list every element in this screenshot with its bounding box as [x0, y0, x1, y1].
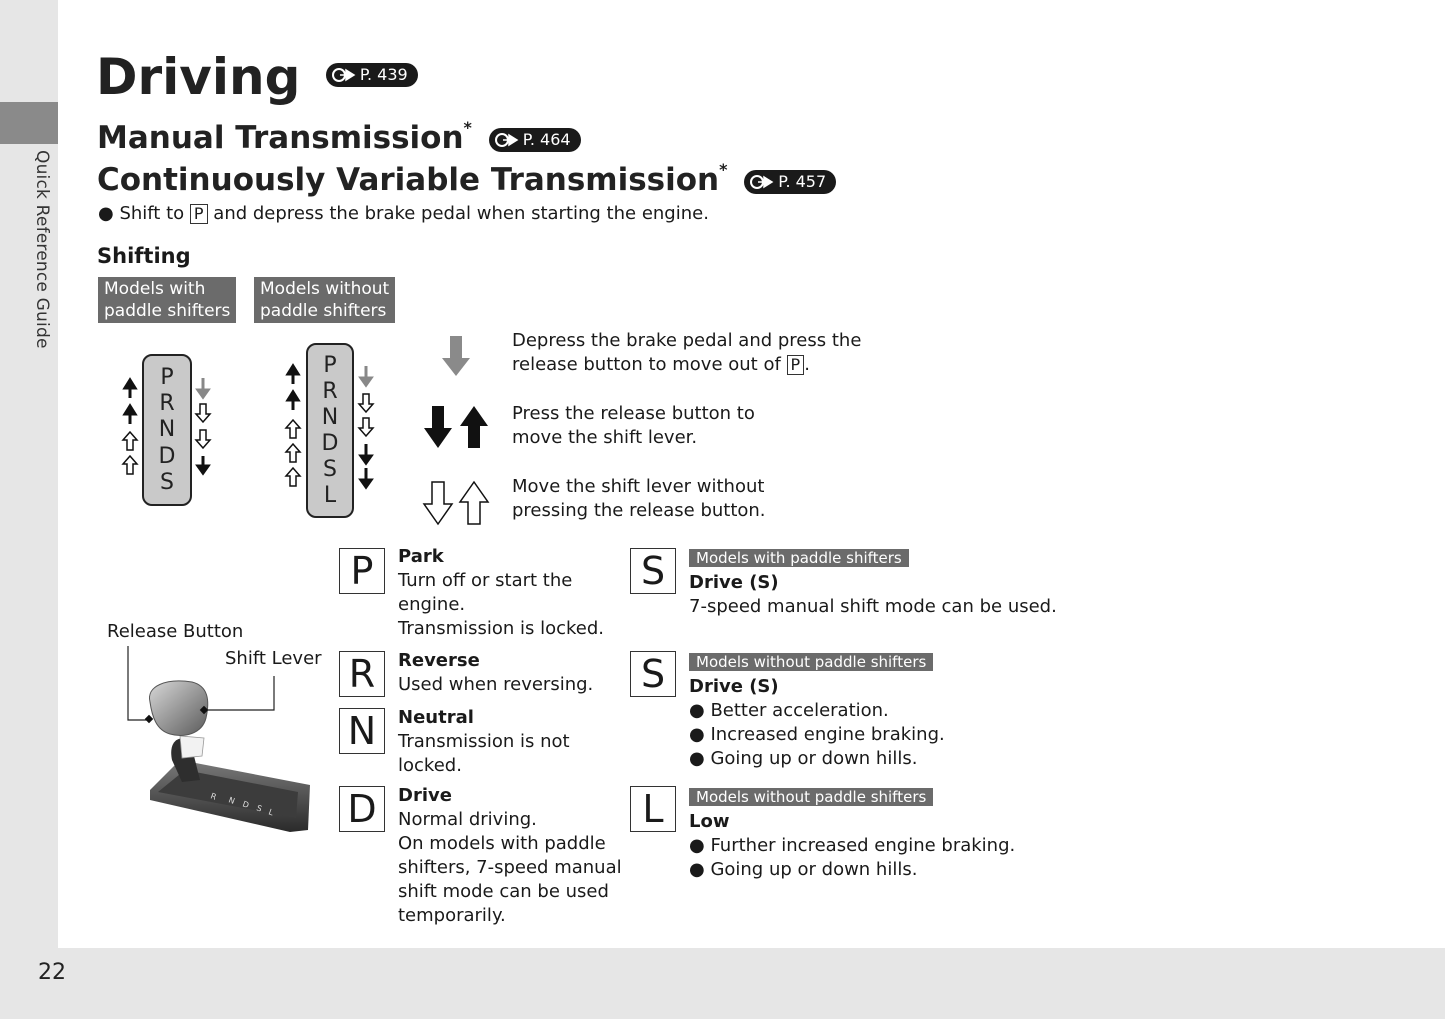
- manual-transmission-label: Manual Transmission: [97, 120, 464, 156]
- position-d-line: On models with paddle: [398, 833, 606, 854]
- legend-item-3-line1: Move the shift lever without: [512, 476, 765, 497]
- bullet-icon: ●: [98, 203, 114, 224]
- page-ref-text: P. 439: [359, 65, 408, 84]
- arrow-right-icon: [332, 68, 358, 82]
- svg-text:L: L: [267, 807, 275, 818]
- gray-down-arrow-icon: [440, 334, 472, 378]
- page-ref-link[interactable]: [326, 63, 418, 87]
- gate-letter: D: [321, 430, 339, 456]
- cvt-ref-link[interactable]: [744, 170, 836, 194]
- position-d-desc: [398, 784, 622, 928]
- release-button-label: Release Button: [107, 621, 244, 642]
- gate-letter: S: [323, 456, 337, 482]
- shift-lever-illustration: [110, 640, 330, 840]
- legend-item-1-line1: Depress the brake pedal and press the: [512, 330, 862, 351]
- position-s-without-desc: [689, 652, 945, 771]
- list-item: ● Further increased engine braking.: [689, 835, 1016, 856]
- position-s-with-tag: Models with paddle shifters: [689, 549, 909, 567]
- gate-arrows-with-paddles: [118, 370, 218, 480]
- legend-item-3: [512, 475, 766, 523]
- list-item: ● Going up or down hills.: [689, 859, 918, 880]
- shift-lever-label: Shift Lever: [225, 648, 322, 669]
- gate-arrows-without-paddles: [282, 362, 382, 492]
- gate-letter: S: [160, 470, 174, 496]
- bullet-icon: ●: [689, 835, 711, 856]
- legend-item-1-key: P: [787, 355, 805, 375]
- gate-letter: N: [321, 405, 339, 431]
- gate-letter: P: [323, 353, 337, 379]
- bullet-icon: ●: [689, 700, 711, 721]
- position-l-box: L: [630, 786, 676, 832]
- svg-text:N: N: [227, 795, 237, 806]
- position-s-without-name: Drive (S): [689, 676, 779, 697]
- manual-ref-link[interactable]: [489, 128, 581, 152]
- intro-bullet: [98, 202, 709, 226]
- legend-item-1-line2: release button to move out of: [512, 354, 781, 375]
- list-item: ● Better acceleration.: [689, 700, 889, 721]
- intro-post: and depress the brake pedal when starting the engine.: [213, 203, 709, 224]
- legend-item-2-line2: move the shift lever.: [512, 427, 698, 448]
- gate-letter: D: [158, 443, 176, 469]
- page-title: [96, 48, 418, 106]
- position-p-line: engine.: [398, 594, 466, 615]
- position-n-box: N: [339, 708, 385, 754]
- intro-key: P: [190, 204, 208, 224]
- position-d-line: shift mode can be used: [398, 881, 609, 902]
- svg-text:S: S: [255, 803, 264, 814]
- svg-text:R: R: [209, 791, 218, 802]
- position-n-line: locked.: [398, 755, 462, 776]
- legend-item-2: [512, 402, 755, 450]
- bullet-icon: ●: [689, 859, 711, 880]
- arrow-right-icon: [495, 133, 521, 147]
- black-up-down-arrows-icon: [420, 404, 492, 450]
- position-d-box: D: [339, 786, 385, 832]
- gate-letter: R: [322, 379, 338, 405]
- position-l-tag: Models without paddle shifters: [689, 788, 933, 806]
- position-s-without-box: S: [630, 651, 676, 697]
- tag-models-with: [98, 277, 236, 323]
- cvt-label: Continuously Variable Transmission: [97, 162, 720, 198]
- cvt-heading: [97, 162, 836, 198]
- gate-letter: R: [159, 391, 175, 417]
- position-s-with-desc: [689, 548, 1057, 619]
- legend-item-1: [512, 329, 861, 377]
- position-n-desc: [398, 706, 570, 778]
- legend-item-3-line2: pressing the release button.: [512, 500, 766, 521]
- legend-item-2-line1: Press the release button to: [512, 403, 755, 424]
- page-footer: [0, 948, 1445, 1019]
- position-p-line: Transmission is locked.: [398, 618, 605, 639]
- legend-item-1-period: .: [804, 354, 810, 375]
- sidebar-label: Quick Reference Guide: [32, 150, 52, 349]
- position-n-line: Transmission is not: [398, 731, 570, 752]
- position-l-desc: [689, 787, 1015, 882]
- list-item: ● Going up or down hills.: [689, 748, 918, 769]
- position-r-line: Used when reversing.: [398, 674, 594, 695]
- position-d-line: shifters, 7-speed manual: [398, 857, 622, 878]
- gate-letter: P: [160, 364, 174, 390]
- shifting-title: Shifting: [97, 244, 191, 268]
- position-d-line: temporarily.: [398, 905, 506, 926]
- page-title-text: Driving: [96, 48, 301, 106]
- page-number: 22: [38, 960, 66, 985]
- svg-text:D: D: [241, 799, 251, 810]
- position-l-name: Low: [689, 811, 730, 832]
- cvt-asterisk: *: [719, 160, 728, 179]
- manual-ref-text: P. 464: [522, 130, 571, 149]
- position-r-desc: [398, 649, 593, 697]
- sidebar-tab-marker: [0, 102, 58, 144]
- bullet-icon: ●: [689, 748, 711, 769]
- tag-models-without: [254, 277, 395, 323]
- position-s-with-line: 7-speed manual shift mode can be used.: [689, 596, 1057, 617]
- bullet-icon: ●: [689, 724, 711, 745]
- manual-transmission-heading: [97, 120, 581, 156]
- position-r-box: R: [339, 651, 385, 697]
- tag-models-without-line2: paddle shifters: [260, 301, 387, 321]
- position-p-box: P: [339, 548, 385, 594]
- position-d-line: Normal driving.: [398, 809, 537, 830]
- list-item: ● Increased engine braking.: [689, 724, 945, 745]
- intro-pre: Shift to: [119, 203, 185, 224]
- position-s-without-tag: Models without paddle shifters: [689, 653, 933, 671]
- cvt-ref-text: P. 457: [778, 172, 827, 191]
- position-s-with-box: S: [630, 548, 676, 594]
- outline-up-down-arrows-icon: [420, 480, 492, 526]
- manual-asterisk: *: [463, 118, 472, 137]
- position-d-name: Drive: [398, 785, 452, 806]
- position-n-name: Neutral: [398, 707, 474, 728]
- tag-models-without-line1: Models without: [260, 279, 390, 299]
- position-p-name: Park: [398, 546, 444, 567]
- position-p-line: Turn off or start the: [398, 570, 573, 591]
- gate-letter: L: [323, 482, 337, 508]
- tag-models-with-line1: Models with: [104, 279, 206, 299]
- position-r-name: Reverse: [398, 650, 480, 671]
- position-p-desc: [398, 545, 604, 641]
- gate-letter: N: [158, 417, 176, 443]
- position-s-with-name: Drive (S): [689, 572, 779, 593]
- arrow-right-icon: [750, 175, 776, 189]
- tag-models-with-line2: paddle shifters: [104, 301, 231, 321]
